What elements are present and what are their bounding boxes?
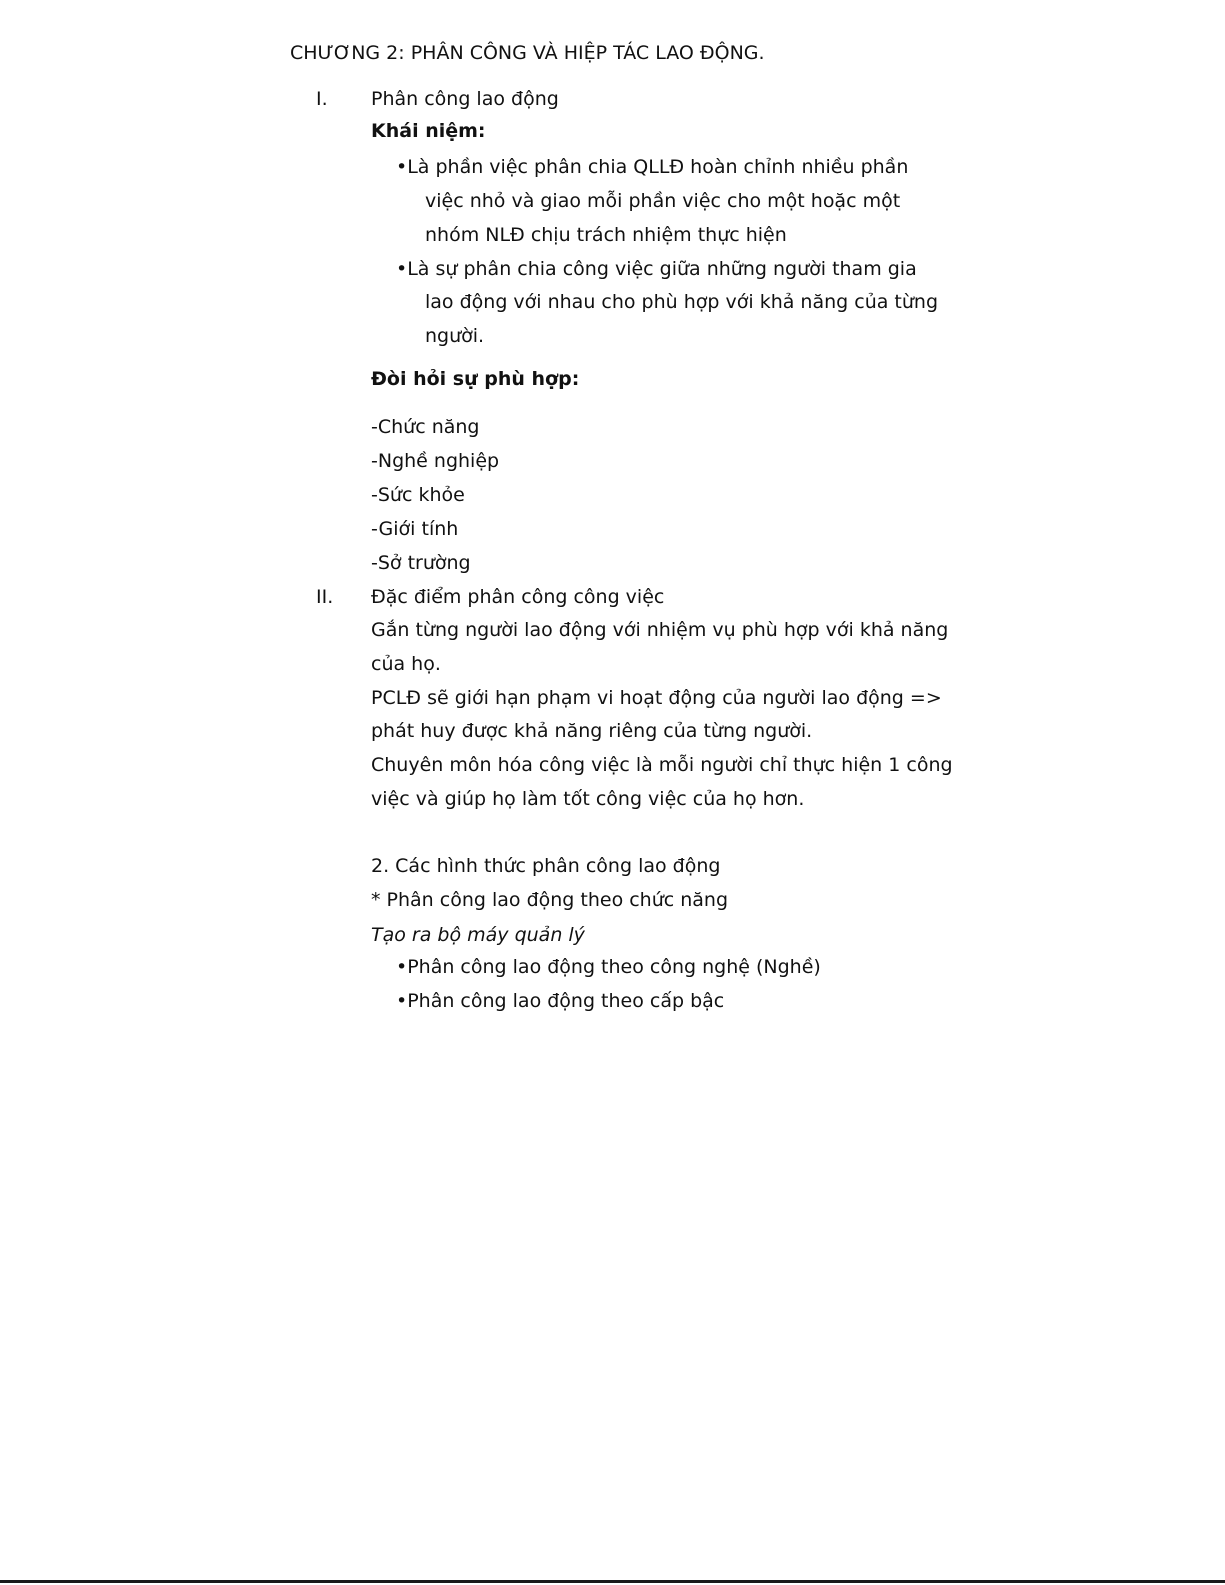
paragraph-line: Gắn từng người lao động với nhiệm vụ phù hợp với khả năng <box>371 619 949 641</box>
page-bottom-border <box>0 1580 1225 1583</box>
concept-bullet-2-line-2: lao động với nhau cho phù hợp với khả năng của từng <box>425 291 939 313</box>
form-bullet: •Phân công lao động theo công nghệ (Nghề) <box>396 956 821 978</box>
requirement-item: -Sở trường <box>371 552 471 574</box>
requirement-item: -Sức khỏe <box>371 484 465 506</box>
concept-bullet-2-line-3: người. <box>425 325 485 347</box>
section-2-heading: Đặc điểm phân công công việc <box>371 586 665 608</box>
paragraph-line: của họ. <box>371 653 441 675</box>
concept-label: Khái niệm: <box>371 120 486 142</box>
paragraph-line: phát huy được khả năng riêng của từng người. <box>371 720 813 742</box>
section-1-numeral: I. <box>316 88 328 110</box>
form-bullet: •Phân công lao động theo cấp bậc <box>396 990 725 1012</box>
section-1-heading: Phân công lao động <box>371 88 559 110</box>
paragraph-line: việc và giúp họ làm tốt công việc của họ hơn. <box>371 788 805 810</box>
requirement-item: -Giới tính <box>371 518 459 540</box>
functional-note: Tạo ra bộ máy quản lý <box>371 924 585 946</box>
forms-heading: 2. Các hình thức phân công lao động <box>371 855 721 877</box>
concept-bullet-1-line-3: nhóm NLĐ chịu trách nhiệm thực hiện <box>425 224 787 246</box>
section-2-numeral: II. <box>316 586 334 608</box>
concept-bullet-1-line-2: việc nhỏ và giao mỗi phần việc cho một hoặc một <box>425 190 901 212</box>
requirement-item: -Nghề nghiệp <box>371 450 500 472</box>
concept-bullet-2-line-1: •Là sự phân chia công việc giữa những người tham gia <box>396 258 917 280</box>
paragraph-line: Chuyên môn hóa công việc là mỗi người chỉ thực hiện 1 công <box>371 754 953 776</box>
requirement-label: Đòi hỏi sự phù hợp: <box>371 368 580 390</box>
functional-heading: * Phân công lao động theo chức năng <box>371 889 729 911</box>
concept-bullet-1-line-1: •Là phần việc phân chia QLLĐ hoàn chỉnh nhiều phần <box>396 156 909 178</box>
chapter-title: CHƯƠNG 2: PHÂN CÔNG VÀ HIỆP TÁC LAO ĐỘNG. <box>290 42 765 64</box>
paragraph-line: PCLĐ sẽ giới hạn phạm vi hoạt động của người lao động => <box>371 687 942 709</box>
requirement-item: -Chức năng <box>371 416 480 438</box>
